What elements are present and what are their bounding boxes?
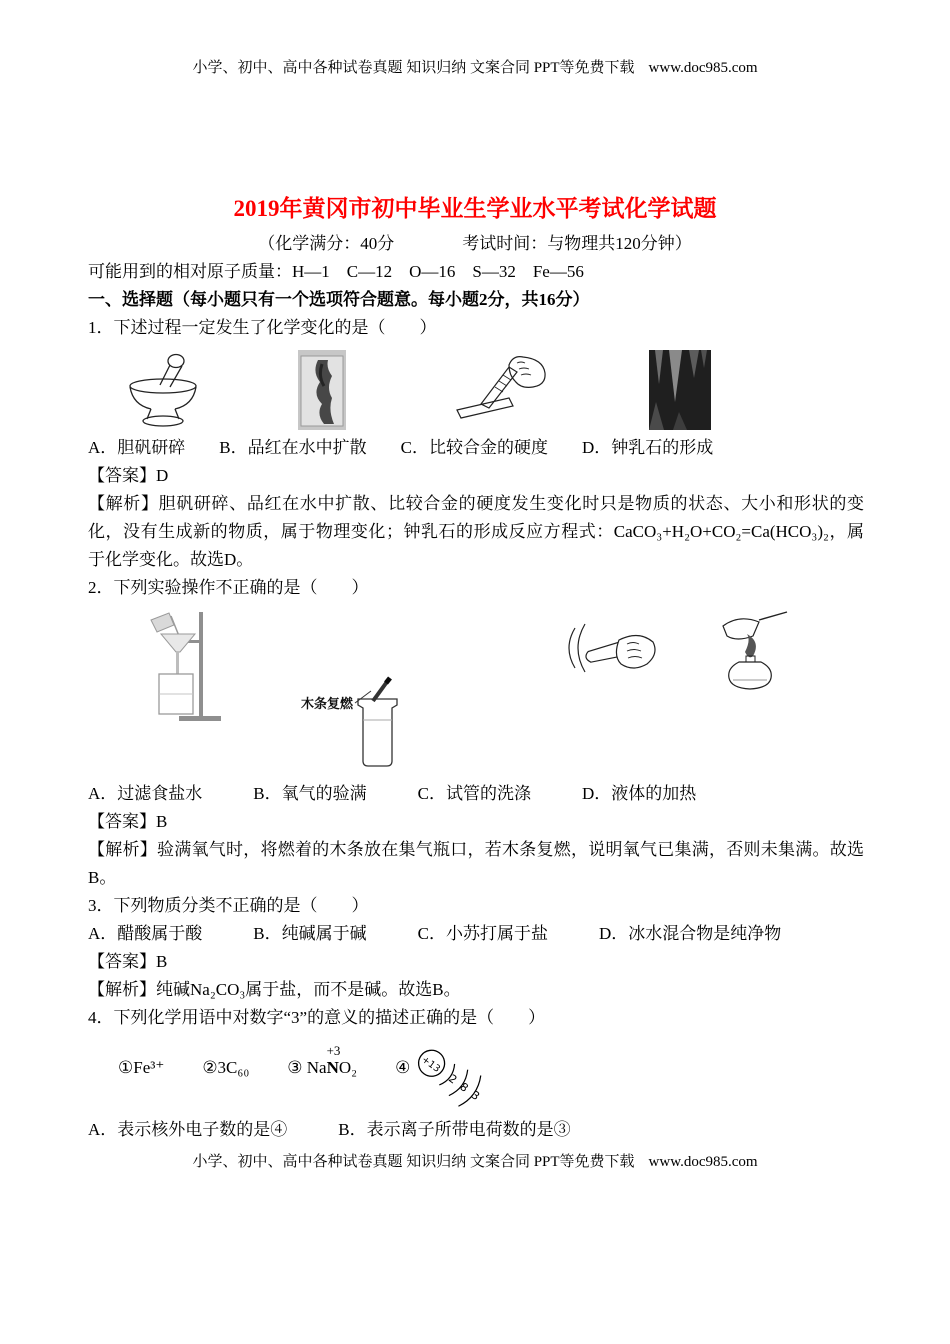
question-3 — [88, 892, 864, 1004]
question-2 — [88, 574, 864, 892]
q4-nitrogen-valence: +3 — [326, 1043, 341, 1058]
q1-figure-dye-diffusion-icon — [298, 350, 346, 430]
q4-atomic-structure-figure — [416, 1046, 508, 1116]
q2-options: A．过滤食盐水 B．氧气的验满 C．试管的洗涤 D．液体的加热 — [88, 784, 697, 803]
q3-answer: 【答案】B — [88, 952, 168, 971]
q3-options: A．醋酸属于酸 B．纯碱属于碱 C．小苏打属于盐 D．冰水混合物是纯净物 — [88, 924, 782, 943]
question-1 — [88, 314, 864, 574]
q2-analysis: 【解析】验满氧气时，将燃着的木条放在集气瓶口，若木条复燃，说明氧气已集满，否则未集满。故选B。 — [88, 840, 864, 887]
nucleus-charge-label: +13 — [419, 1054, 443, 1075]
q4-expr-fe-ion: ①Fe³⁺ — [118, 1058, 165, 1077]
question-4 — [88, 1004, 864, 1144]
q2-answer: 【答案】B — [88, 812, 168, 831]
q4-stem: 4．下列化学用语中对数字“3”的意义的描述正确的是（ ） — [88, 1008, 546, 1027]
site-promo-header — [0, 56, 950, 77]
document-body — [88, 258, 864, 1144]
q4-expr-3c60: ②3C₆₀ — [202, 1058, 250, 1077]
document-title: 2019年黄冈市初中毕业生学业水平考试化学试题 — [233, 196, 717, 221]
q1-figures — [113, 350, 864, 430]
q2-figure-liquid-heating-icon — [709, 610, 791, 695]
shell3-electrons-label: 3 — [469, 1088, 483, 1104]
q2-figure-oxygen-test-icon — [301, 674, 426, 770]
q4-expr-nano2 — [287, 1043, 358, 1080]
splint-relight-label: 木条复燃 — [301, 697, 354, 712]
q1-figure-mortar-grinding-icon — [113, 350, 213, 430]
promo-text: 小学、初中、高中各种试卷真题 知识归纳 文案合同 PPT等免费下载 — [192, 1154, 635, 1170]
q4-nitrogen-symbol: N — [326, 1058, 339, 1077]
q4-expr-atom-label: ④ — [395, 1058, 411, 1077]
site-url[interactable]: www.doc985.com — [648, 1154, 758, 1170]
exam-meta-line: （化学满分：40分 考试时间：与物理共120分钟） — [258, 234, 692, 253]
q2-stem: 2．下列实验操作不正确的是（ ） — [88, 578, 369, 597]
q1-figure-stalactite-icon — [649, 350, 711, 430]
site-promo-footer — [0, 1150, 950, 1171]
q1-analysis: 【解析】胆矾研碎、品红在水中扩散、比较合金的硬度发生变化时只是物质的状态、大小和形状的变化，没有生成新的物质，属于物理变化；钟乳石的形成反应方程式：CaCO₃+H₂O+CO₂=Ca(HCO₃)₂，属于化学变化。故选D。 — [88, 494, 864, 569]
section-1-heading: 一、选择题（每小题只有一个选项符合题意。每小题2分，共16分） — [88, 290, 590, 309]
site-url[interactable]: www.doc985.com — [648, 60, 758, 76]
q2-figure-testtube-washing-icon — [561, 618, 661, 686]
q4-expr-nano2-suffix: O₂ — [338, 1058, 358, 1077]
q1-stem: 1．下述过程一定发生了化学变化的是（ ） — [88, 318, 437, 337]
promo-text: 小学、初中、高中各种试卷真题 知识归纳 文案合同 PPT等免费下载 — [192, 60, 635, 76]
q4-expr-nano2-prefix: ③ Na — [287, 1058, 327, 1077]
shell2-electrons-label: 8 — [457, 1080, 472, 1095]
atomic-mass-note: 可能用到的相对原子质量：H—1 C—12 O—16 S—32 Fe—56 — [88, 262, 584, 281]
q3-stem: 3．下列物质分类不正确的是（ ） — [88, 896, 369, 915]
q2-figure-filtration-icon — [143, 610, 223, 725]
shell1-electrons-label: 2 — [446, 1071, 460, 1087]
q1-answer: 【答案】D — [88, 466, 169, 485]
q3-analysis: 【解析】纯碱Na₂CO₃属于盐，而不是碱。故选B。 — [88, 980, 461, 999]
q1-figure-alloy-hardness-icon — [451, 354, 549, 430]
q1-options: A．胆矾研碎 B．品红在水中扩散 C．比较合金的硬度 D．钟乳石的形成 — [88, 438, 714, 457]
q2-figures — [143, 610, 864, 778]
q4-options-ab: A．表示核外电子数的是④ B．表示离子所带电荷数的是③ — [88, 1120, 571, 1139]
q4-expressions — [118, 1036, 864, 1114]
q4-expr-nano2-nitrogen — [326, 1043, 341, 1080]
